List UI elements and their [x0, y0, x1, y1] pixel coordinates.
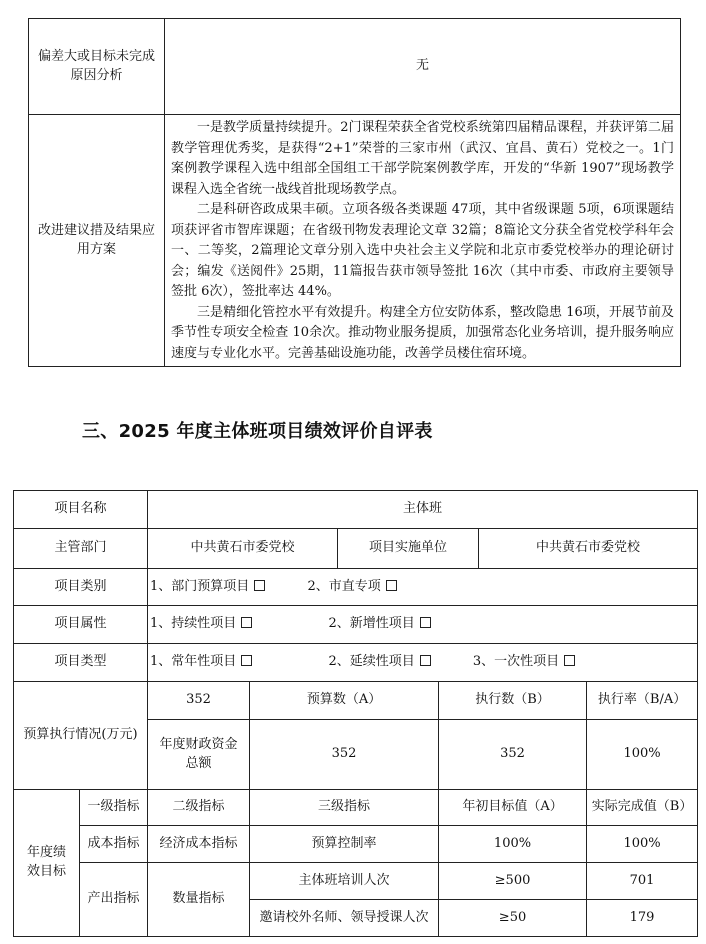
output-row2-level3: 邀请校外名师、领导授课人次 — [250, 900, 439, 937]
type-option-1[interactable]: 1、常年性项目 — [150, 653, 252, 672]
budget-value-b: 352 — [439, 720, 587, 790]
cost-actual: 100% — [587, 826, 698, 863]
budget-row-label: 年度财政资金总额 — [148, 720, 250, 790]
category-options — [148, 569, 698, 606]
output-row1-actual: 701 — [587, 863, 698, 900]
budget-code: 352 — [148, 682, 250, 720]
performance-table — [13, 490, 698, 937]
category-option-2[interactable]: 2、市直专项 — [307, 578, 396, 597]
improvement-table — [28, 18, 681, 367]
output-row2-target: ≥50 — [439, 900, 587, 937]
output-level2: 数量指标 — [148, 863, 250, 937]
cost-level1: 成本指标 — [80, 826, 148, 863]
dept-label: 主管部门 — [14, 529, 148, 569]
improvement-content — [165, 115, 681, 367]
type-label: 项目类型 — [14, 644, 148, 682]
deviation-label: 偏差大或目标未完成原因分析 — [29, 19, 165, 115]
goal-label: 年度绩效目标 — [14, 790, 80, 937]
deviation-value: 无 — [165, 19, 681, 115]
impl-value: 中共黄石市委党校 — [479, 529, 698, 569]
header-level3: 三级指标 — [250, 790, 439, 826]
output-row1-level3: 主体班培训人次 — [250, 863, 439, 900]
checkbox[interactable] — [420, 617, 431, 628]
section-title: 三、2025 年度主体班项目绩效评价自评表 — [82, 421, 433, 442]
dept-value: 中共黄石市委党校 — [148, 529, 338, 569]
attribute-option-1[interactable]: 1、持续性项目 — [150, 615, 252, 634]
cost-level2: 经济成本指标 — [148, 826, 250, 863]
header-level2: 二级指标 — [148, 790, 250, 826]
header-target: 年初目标值（A） — [439, 790, 587, 826]
budget-header-rate: 执行率（B/A） — [587, 682, 698, 720]
attribute-label: 项目属性 — [14, 606, 148, 644]
improvement-label: 改进建议措及结果应用方案 — [29, 115, 165, 367]
project-name-label: 项目名称 — [14, 491, 148, 529]
output-row1-target: ≥500 — [439, 863, 587, 900]
header-level1: 一级指标 — [80, 790, 148, 826]
paragraph-teaching: 一是教学质量持续提升。2门课程荣获全省党校系统第四届精品课程，并获评第二届教学管理优秀奖，是获得“2+1”荣誉的三家市州（武汉、宜昌、黄石）党校之一。1门案例教学课程入选中组部全国组工干部学院案例教学库，开发的“华新 1907”现场教学课程入选全省统一战线首批现场教学点。 — [171, 120, 674, 197]
checkbox[interactable] — [241, 617, 252, 628]
budget-value-rate: 100% — [587, 720, 698, 790]
category-label: 项目类别 — [14, 569, 148, 606]
budget-label: 预算执行情况(万元) — [14, 682, 148, 790]
output-row2-actual: 179 — [587, 900, 698, 937]
attribute-option-2[interactable]: 2、新增性项目 — [328, 615, 430, 634]
cost-level3: 预算控制率 — [250, 826, 439, 863]
attribute-options — [148, 606, 698, 644]
checkbox[interactable] — [241, 655, 252, 666]
checkbox[interactable] — [420, 655, 431, 666]
type-options — [148, 644, 698, 682]
checkbox[interactable] — [564, 655, 575, 666]
budget-value-a: 352 — [250, 720, 439, 790]
paragraph-research: 二是科研咨政成果丰硕。立项各级各类课题 47项，其中省级课题 5项，6项课题结项获评省市智库课题；在省级刊物发表理论文章 32篇；8篇论文分获全省党校学科年会一、二等奖，2篇理论文章分别入选中央社会主义学院和北京市委党校举办的理论研讨会；编发《送阅件》25期，11篇报告获市领导签批 16次（其中市委、市政府主要领导签批 6次），签批率达 44%。 — [171, 202, 674, 300]
budget-header-b: 执行数（B） — [439, 682, 587, 720]
paragraph-management: 三是精细化管控水平有效提升。构建全方位安防体系，整改隐患 16项，开展节前及季节性专项安全检查 10余次。推动物业服务提质，加强常态化业务培训，提升服务响应速度与专业化水平。完善基础设施功能，改善学员楼住宿环境。 — [171, 304, 674, 361]
type-option-2[interactable]: 2、延续性项目 — [328, 653, 430, 672]
checkbox[interactable] — [386, 580, 397, 591]
output-level1: 产出指标 — [80, 863, 148, 937]
project-name: 主体班 — [148, 491, 698, 529]
header-actual: 实际完成值（B） — [587, 790, 698, 826]
cost-target: 100% — [439, 826, 587, 863]
impl-label: 项目实施单位 — [338, 529, 479, 569]
budget-header-a: 预算数（A） — [250, 682, 439, 720]
type-option-3[interactable]: 3、一次性项目 — [473, 653, 575, 672]
category-option-1[interactable]: 1、部门预算项目 — [150, 578, 265, 597]
checkbox[interactable] — [254, 580, 265, 591]
